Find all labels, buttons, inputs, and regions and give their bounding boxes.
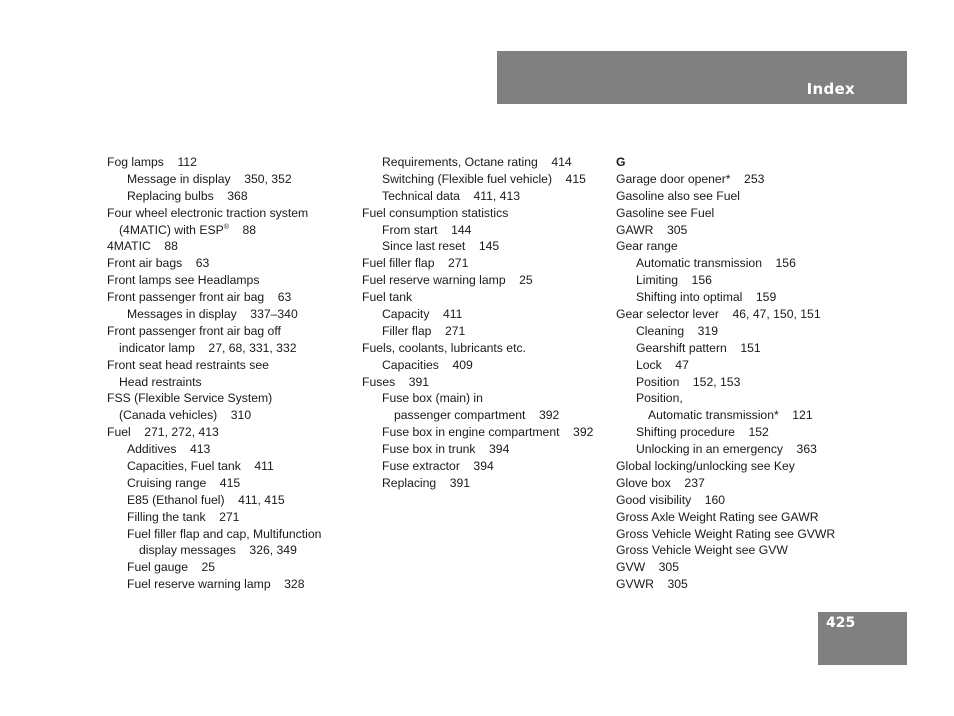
index-entry xyxy=(616,188,861,205)
index-entry xyxy=(362,255,607,272)
index-entry-text: Capacity 411 xyxy=(382,307,463,322)
index-entry xyxy=(616,492,861,509)
index-entry-text: Since last reset 145 xyxy=(382,239,500,254)
index-entry-text: Cleaning 319 xyxy=(636,323,718,338)
registered-mark: ® xyxy=(223,223,229,231)
index-entry-text: 4MATIC 88 xyxy=(107,239,178,254)
index-entry-text: Messages in display 337–340 xyxy=(127,307,298,322)
index-entry xyxy=(362,154,607,171)
index-entry-text: GAWR 305 xyxy=(616,222,688,237)
index-entry-text: FSS (Flexible Service System) xyxy=(107,391,273,406)
index-entry-text: Fuel reserve warning lamp 25 xyxy=(362,273,533,288)
index-entry xyxy=(616,509,861,526)
index-entry xyxy=(362,323,607,340)
index-entry xyxy=(616,340,861,357)
index-entry-text: Head restraints xyxy=(119,374,202,389)
index-entry-text: GVWR 305 xyxy=(616,577,688,592)
index-entry xyxy=(616,458,861,475)
index-entry xyxy=(362,272,607,289)
index-entry xyxy=(362,222,607,239)
index-entry xyxy=(107,509,352,526)
index-entry xyxy=(616,306,861,323)
index-column-1 xyxy=(107,154,352,593)
index-entry-text: Shifting procedure 152 xyxy=(636,425,769,440)
index-entry-text: Gasoline see Fuel xyxy=(616,205,715,220)
index-entry xyxy=(107,238,352,255)
index-entry xyxy=(616,323,861,340)
index-entry xyxy=(362,441,607,458)
page-title: Index xyxy=(806,80,855,98)
index-entry xyxy=(616,374,861,391)
index-entry xyxy=(107,357,352,374)
index-entry-text: Front passenger front air bag off xyxy=(107,323,281,338)
index-entry-text: GVW 305 xyxy=(616,560,679,575)
index-entry-text: Gross Vehicle Weight see GVW xyxy=(616,543,788,558)
index-entry xyxy=(616,542,861,559)
index-entry-text: Replacing 391 xyxy=(382,475,471,490)
index-entry-text: display messages 326, 349 xyxy=(139,543,297,558)
index-entry xyxy=(107,188,352,205)
index-entry xyxy=(362,424,607,441)
page-number: 425 xyxy=(826,615,856,631)
index-entry-text: Additives 413 xyxy=(127,442,211,457)
index-entry-text: Front seat head restraints see xyxy=(107,357,269,372)
index-entry xyxy=(362,205,607,222)
index-entry xyxy=(107,576,352,593)
header-bar xyxy=(497,51,907,104)
index-entry-text: Shifting into optimal 159 xyxy=(636,290,777,305)
index-entry-text: Four wheel electronic traction system xyxy=(107,205,309,220)
index-entry-page: 88 xyxy=(228,222,257,237)
index-entry xyxy=(107,255,352,272)
index-entry xyxy=(107,390,352,407)
index-entry-text: E85 (Ethanol fuel) 411, 415 xyxy=(127,492,285,507)
index-entry xyxy=(107,340,352,357)
index-entry-text: Gearshift pattern 151 xyxy=(636,340,761,355)
index-entry-text: Lock 47 xyxy=(636,357,689,372)
index-entry xyxy=(107,171,352,188)
index-entry-text: Gear range xyxy=(616,239,678,254)
index-entry-text: Capacities, Fuel tank 411 xyxy=(127,459,274,474)
index-entry-text: Fuse box in engine compartment 392 xyxy=(382,425,594,440)
index-entry xyxy=(616,272,861,289)
index-entry xyxy=(616,255,861,272)
index-entry xyxy=(616,357,861,374)
index-entry-text: Fuel consumption statistics xyxy=(362,205,509,220)
index-entry-text: Unlocking in an emergency 363 xyxy=(636,442,817,457)
index-entry-text: Glove box 237 xyxy=(616,475,705,490)
index-entry xyxy=(616,475,861,492)
index-entry xyxy=(362,458,607,475)
index-entry xyxy=(616,205,861,222)
index-entry-text: Automatic transmission* 121 xyxy=(648,408,813,423)
index-entry-text: Fuse extractor 394 xyxy=(382,459,494,474)
index-entry-text: Fuel gauge 25 xyxy=(127,560,216,575)
index-entry-text: Technical data 411, 413 xyxy=(382,188,520,203)
index-entry xyxy=(362,390,607,407)
index-entry-text: G xyxy=(616,155,626,169)
index-entry-text: Fuel 271, 272, 413 xyxy=(107,425,219,440)
index-entry xyxy=(362,306,607,323)
index-entry xyxy=(107,559,352,576)
index-entry-text: Fog lamps 112 xyxy=(107,155,197,169)
index-entry xyxy=(616,441,861,458)
index-entry xyxy=(107,407,352,424)
index-entry-text: Gasoline also see Fuel xyxy=(616,188,740,203)
index-entry-text: Global locking/unlocking see Key xyxy=(616,459,795,474)
index-column-2 xyxy=(362,154,607,492)
index-entry xyxy=(616,526,861,543)
index-entry-text: Gear selector lever 46, 47, 150, 151 xyxy=(616,307,821,322)
index-entry xyxy=(616,424,861,441)
index-entry xyxy=(616,171,861,188)
index-entry-text: Message in display 350, 352 xyxy=(127,171,292,186)
index-entry-text: (Canada vehicles) 310 xyxy=(119,408,252,423)
index-entry-text: Switching (Flexible fuel vehicle) 415 xyxy=(382,171,586,186)
index-entry xyxy=(107,222,352,239)
index-entry-text: Garage door opener* 253 xyxy=(616,171,765,186)
index-entry-text: passenger compartment 392 xyxy=(394,408,560,423)
index-column-3 xyxy=(616,154,861,593)
index-entry xyxy=(107,272,352,289)
index-entry-text: Fuel tank xyxy=(362,290,413,305)
index-entry xyxy=(107,441,352,458)
index-entry xyxy=(107,526,352,543)
index-entry xyxy=(362,475,607,492)
page-number-box xyxy=(818,612,907,665)
index-entry xyxy=(107,475,352,492)
index-entry xyxy=(616,390,861,407)
index-entry-text: Fuses 391 xyxy=(362,374,430,389)
index-entry xyxy=(616,238,861,255)
index-entry-text: Cruising range 415 xyxy=(127,475,241,490)
index-entry-text: Gross Vehicle Weight Rating see GVWR xyxy=(616,526,836,541)
index-entry xyxy=(107,492,352,509)
index-entry-text: Capacities 409 xyxy=(382,357,473,372)
index-entry xyxy=(362,407,607,424)
index-entry xyxy=(107,424,352,441)
index-entry xyxy=(107,458,352,475)
index-entry-text: Fuse box in trunk 394 xyxy=(382,442,510,457)
index-entry-text: (4MATIC) with ESP xyxy=(119,222,224,237)
index-entry-text: Good visibility 160 xyxy=(616,492,726,507)
index-entry-text: Limiting 156 xyxy=(636,273,712,288)
index-entry xyxy=(616,576,861,593)
index-entry-text: Fuel filler flap and cap, Multifunction xyxy=(127,526,322,541)
index-entry-text: Fuel reserve warning lamp 328 xyxy=(127,577,305,592)
index-entry xyxy=(362,374,607,391)
index-entry xyxy=(107,374,352,391)
index-entry-text: Gross Axle Weight Rating see GAWR xyxy=(616,509,819,524)
index-entry-text: Requirements, Octane rating 414 xyxy=(382,155,572,169)
index-entry xyxy=(107,289,352,306)
index-entry-text: Front air bags 63 xyxy=(107,256,210,271)
index-entry xyxy=(107,306,352,323)
index-entry-text: Fuse box (main) in xyxy=(382,391,483,406)
index-entry xyxy=(616,407,861,424)
index-entry xyxy=(362,289,607,306)
index-entry xyxy=(362,340,607,357)
index-entry-text: Fuel filler flap 271 xyxy=(362,256,469,271)
index-entry xyxy=(616,559,861,576)
index-section-letter xyxy=(616,154,861,171)
index-entry xyxy=(362,171,607,188)
index-entry-text: Front lamps see Headlamps xyxy=(107,273,260,288)
index-entry xyxy=(362,357,607,374)
index-entry xyxy=(107,205,352,222)
index-entry-text: Automatic transmission 156 xyxy=(636,256,796,271)
index-entry xyxy=(616,289,861,306)
index-entry-text: indicator lamp 27, 68, 331, 332 xyxy=(119,340,297,355)
index-entry-text: Filler flap 271 xyxy=(382,323,466,338)
index-entry-text: Position 152, 153 xyxy=(636,374,741,389)
index-entry-text: Position, xyxy=(636,391,683,406)
index-entry xyxy=(107,154,352,171)
index-entry-text: Filling the tank 271 xyxy=(127,509,240,524)
index-entry-text: From start 144 xyxy=(382,222,472,237)
index-entry xyxy=(362,188,607,205)
index-entry xyxy=(107,323,352,340)
index-entry xyxy=(616,222,861,239)
index-entry xyxy=(362,238,607,255)
index-entry xyxy=(107,542,352,559)
index-entry-text: Fuels, coolants, lubricants etc. xyxy=(362,340,526,355)
index-entry-text: Front passenger front air bag 63 xyxy=(107,290,292,305)
index-entry-text: Replacing bulbs 368 xyxy=(127,188,248,203)
